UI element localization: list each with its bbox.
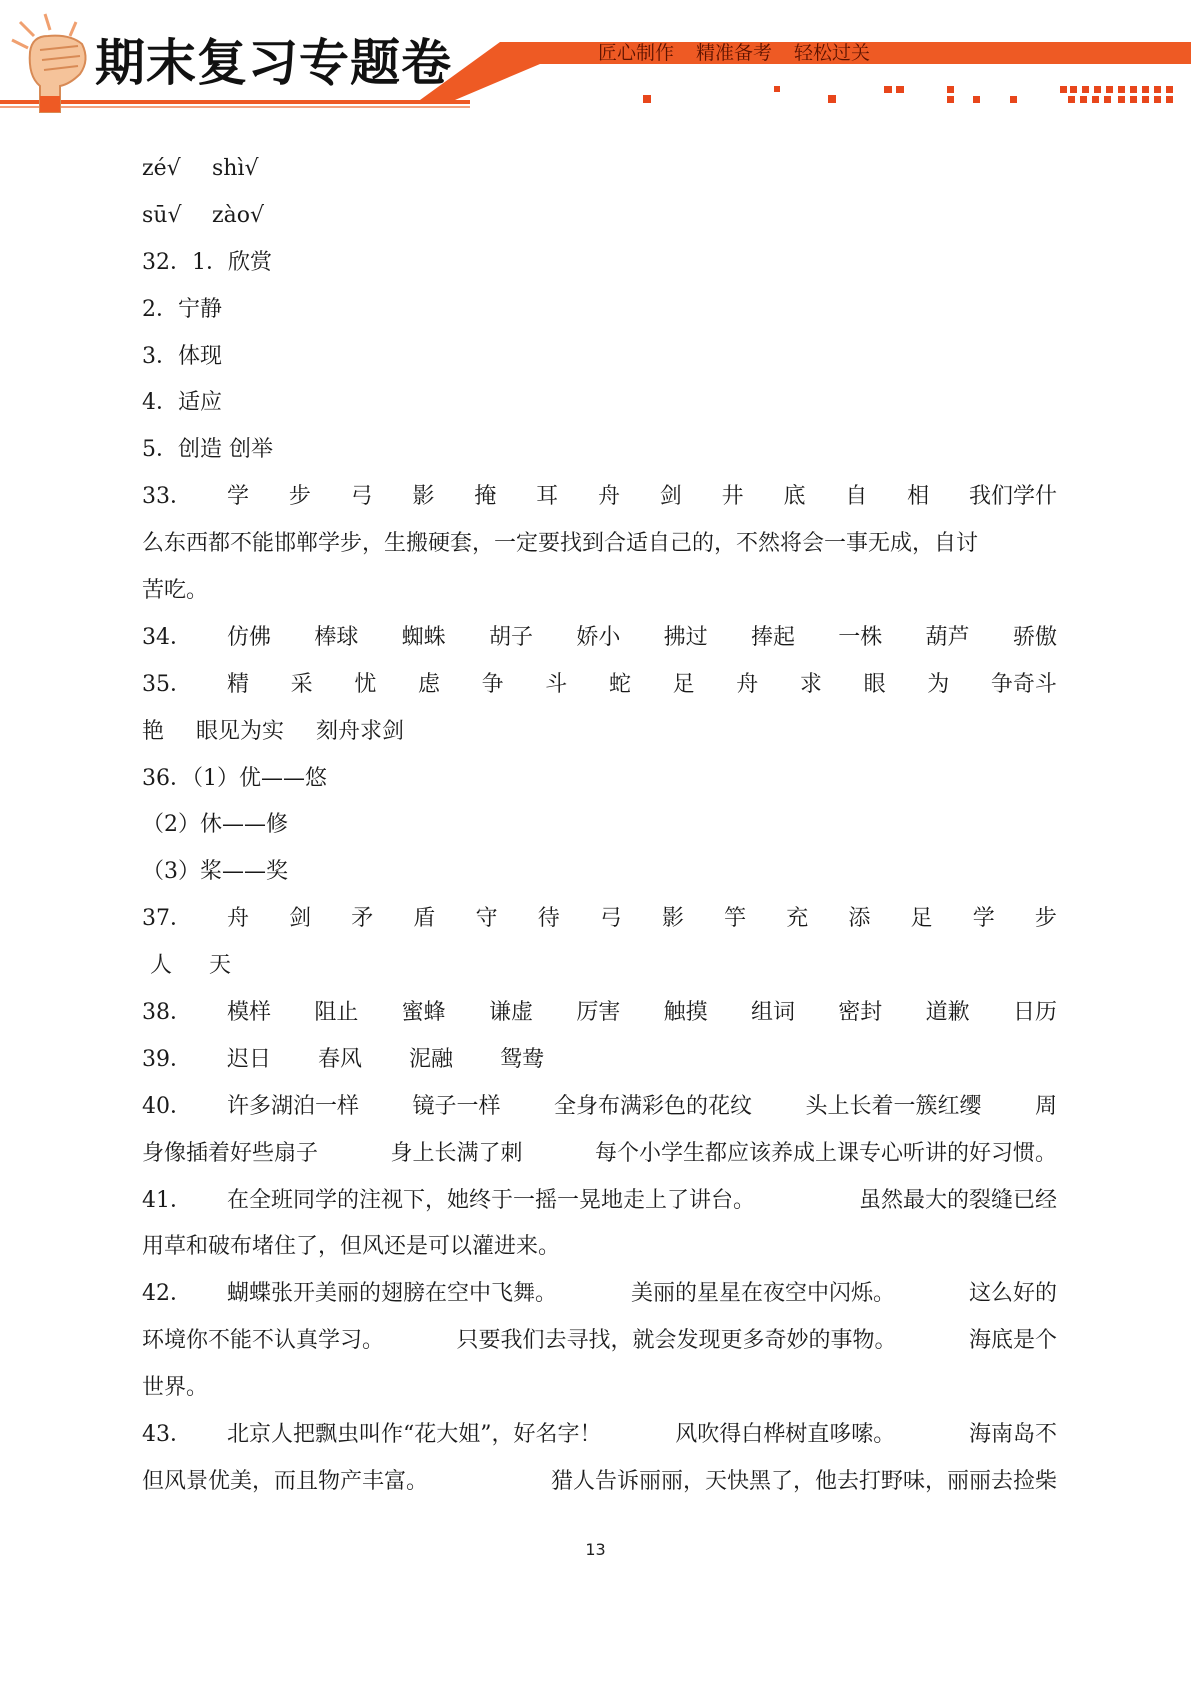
answer-word: 拂过 — [663, 624, 708, 650]
answer-char: 剑 — [289, 906, 312, 932]
question-number: 40． — [142, 1093, 192, 1119]
header-slogan — [598, 40, 870, 66]
answer-sentence: 海南岛不 — [968, 1422, 1057, 1448]
answer-char: 眼 — [863, 671, 886, 697]
answer-chars — [227, 896, 1057, 943]
question-number: 41． — [142, 1187, 192, 1213]
answer-text: 争奇斗 — [990, 671, 1057, 697]
answer-word: 鸳鸯 — [500, 1046, 545, 1072]
answer-sentence: 海底是个 — [968, 1328, 1057, 1354]
answer-word: 捧起 — [750, 624, 795, 650]
decorative-dots — [643, 86, 1173, 103]
answer-sentence: 环境你不能不认真学习。 — [142, 1328, 385, 1354]
answer-char: 斗 — [545, 671, 568, 697]
answer-word: 谦虚 — [488, 1000, 533, 1026]
question-number: 34． — [142, 624, 192, 650]
answer-char: 掩 — [474, 484, 497, 510]
page-title: 期末复习专题卷 — [95, 34, 452, 92]
question-36 — [142, 756, 1057, 803]
answer-char: 守 — [475, 906, 498, 932]
answer-char: 精 — [227, 671, 250, 697]
answer-item: （1）优——悠 — [192, 765, 327, 791]
answer-char: 影 — [412, 484, 435, 510]
slogan-item: 轻松过关 — [794, 42, 871, 64]
answer-sentences — [227, 1178, 1057, 1225]
answer-char: 耳 — [536, 484, 559, 510]
answer-char: 足 — [910, 906, 933, 932]
answer-char: 井 — [721, 484, 744, 510]
answer-word: 组词 — [750, 1000, 795, 1026]
slogan-item: 匠心制作 — [598, 42, 675, 64]
answer-char: 待 — [537, 906, 560, 932]
answer-char: 艳 — [142, 718, 165, 744]
pinyin-row — [142, 146, 1057, 193]
answer-item: （3）桨——奖 — [142, 859, 288, 885]
answer-sentence: 但风景优美，而且物产丰富。 — [142, 1468, 429, 1494]
question-number: 33． — [142, 484, 192, 510]
answer-word: 日历 — [1012, 1000, 1057, 1026]
question-number: 35． — [142, 671, 192, 697]
page-number: 13 — [585, 1540, 606, 1559]
answer-char: 舟 — [597, 484, 620, 510]
answer-text: 我们学什 — [968, 484, 1057, 510]
answer-char: 人 — [150, 953, 173, 979]
answer-words — [227, 990, 1057, 1037]
question-37 — [142, 896, 1057, 943]
answer-phrases — [227, 1084, 1057, 1131]
answer-sentences — [227, 1412, 1057, 1459]
answer-word: 一株 — [838, 624, 883, 650]
answer-chars — [227, 474, 1057, 521]
answer-sentence: 虽然最大的裂缝已经 — [858, 1187, 1057, 1213]
answer-sentence: 世界。 — [142, 1375, 209, 1401]
answer-word: 蜘蛛 — [401, 624, 446, 650]
answer-char: 弓 — [350, 484, 373, 510]
answer-item: 4．适应 — [142, 390, 222, 416]
answer-sentences — [142, 1318, 1057, 1365]
fist-icon — [12, 14, 86, 112]
answer-sentence: 只要我们去寻找，就会发现更多奇妙的事物。 — [456, 1328, 897, 1354]
answer-char: 天 — [209, 953, 232, 979]
answer-phrase: 许多湖泊一样 — [227, 1093, 360, 1119]
answer-word: 迟日 — [227, 1046, 272, 1072]
answer-word: 厉害 — [576, 1000, 621, 1026]
question-number: 36． — [142, 765, 192, 791]
answer-line — [142, 709, 1057, 756]
question-32 — [142, 240, 1057, 287]
answer-word: 模样 — [227, 1000, 272, 1026]
answer-char: 影 — [661, 906, 684, 932]
answer-content — [142, 146, 1057, 1506]
answer-word: 刻舟求剑 — [316, 718, 405, 744]
answer-char: 竽 — [724, 906, 747, 932]
answer-word: 密封 — [838, 1000, 883, 1026]
answer-sentence: 风吹得白桦树直哆嗦。 — [675, 1422, 896, 1448]
page-header — [0, 0, 1191, 115]
answer-char: 为 — [927, 671, 950, 697]
answer-phrases — [142, 1131, 1057, 1178]
question-number: 38． — [142, 1000, 192, 1026]
answer-sentences — [227, 1271, 1057, 1318]
answer-char: 争 — [481, 671, 504, 697]
pinyin-answer: zé√ — [142, 156, 181, 181]
answer-text: 么东西都不能邯郸学步，生搬硬套，一定要找到合适自己的，不然将会一事无成，自讨 — [142, 531, 979, 557]
question-43 — [142, 1412, 1057, 1459]
question-39 — [142, 1037, 1057, 1084]
answer-line — [142, 943, 1057, 990]
question-number: 32． — [142, 249, 192, 275]
answer-char: 蛇 — [608, 671, 631, 697]
answer-char: 舟 — [227, 906, 250, 932]
answer-words — [227, 615, 1057, 662]
slogan-item: 精准备考 — [696, 42, 773, 64]
answer-chars — [227, 662, 1057, 709]
question-number: 42． — [142, 1281, 192, 1307]
answer-phrase: 身像插着好些扇子 — [142, 1140, 319, 1166]
answer-line — [142, 1318, 1057, 1365]
pinyin-answer: zào√ — [212, 202, 264, 228]
answer-word: 仿佛 — [227, 624, 272, 650]
answer-sentence: 猎人告诉丽丽，天快黑了，他去打野味，丽丽去捡柴 — [550, 1468, 1057, 1494]
answer-item: 5．创造 创举 — [142, 437, 273, 463]
answer-phrase: 全身布满彩色的花纹 — [553, 1093, 752, 1119]
question-33 — [142, 474, 1057, 521]
answer-char: 添 — [848, 906, 871, 932]
answer-item: 1．欣赏 — [192, 249, 272, 275]
question-34 — [142, 615, 1057, 662]
answer-word: 蜜蜂 — [401, 1000, 446, 1026]
question-42 — [142, 1271, 1057, 1318]
question-number: 39． — [142, 1046, 192, 1072]
answer-word: 葫芦 — [925, 624, 970, 650]
answer-word: 胡子 — [488, 624, 533, 650]
answer-word: 棒球 — [314, 624, 359, 650]
answer-phrase: 每个小学生都应该养成上课专心听讲的好习惯。 — [594, 1140, 1057, 1166]
answer-sentence: 美丽的星星在夜空中闪烁。 — [630, 1281, 895, 1307]
answer-word: 阻止 — [314, 1000, 359, 1026]
answer-item: 2．宁静 — [142, 296, 222, 322]
answer-char: 相 — [907, 484, 930, 510]
answer-char: 步 — [288, 484, 311, 510]
answer-char: 虑 — [417, 671, 440, 697]
answer-char: 充 — [786, 906, 809, 932]
answer-word: 春风 — [318, 1046, 363, 1072]
answer-item: 3．体现 — [142, 343, 222, 369]
answer-sentence: 蝴蝶张开美丽的翅膀在空中飞舞。 — [227, 1281, 558, 1307]
question-40 — [142, 1084, 1057, 1131]
answer-char: 采 — [290, 671, 313, 697]
answer-phrase: 周 — [1034, 1093, 1057, 1119]
answer-phrase: 身上长满了刺 — [390, 1140, 523, 1166]
answer-sentence: 在全班同学的注视下，她终于一摇一晃地走上了讲台。 — [227, 1187, 756, 1213]
answer-item: （2）休——修 — [142, 812, 288, 838]
answer-word: 眼见为实 — [196, 718, 285, 744]
answer-char: 步 — [1034, 906, 1057, 932]
question-35 — [142, 662, 1057, 709]
answer-sentence: 北京人把飘虫叫作“花大姐”，好名字！ — [227, 1422, 602, 1448]
answer-word: 骄傲 — [1012, 624, 1057, 650]
answer-phrase: 头上长着一簇红缨 — [805, 1093, 982, 1119]
answer-char: 舟 — [736, 671, 759, 697]
answer-line — [142, 1131, 1057, 1178]
answer-word: 道歉 — [925, 1000, 970, 1026]
pinyin-row — [142, 193, 1057, 240]
answer-word: 娇小 — [576, 624, 621, 650]
answer-char: 忧 — [354, 671, 377, 697]
answer-char: 剑 — [659, 484, 682, 510]
answer-char: 学 — [227, 484, 250, 510]
answer-line — [142, 1459, 1057, 1506]
answer-char: 学 — [972, 906, 995, 932]
answer-char: 矛 — [351, 906, 374, 932]
answer-word: 触摸 — [663, 1000, 708, 1026]
answer-char: 弓 — [599, 906, 622, 932]
answer-text: 苦吃。 — [142, 578, 209, 604]
answer-word: 泥融 — [409, 1046, 454, 1072]
answer-phrase: 镜子一样 — [412, 1093, 501, 1119]
answer-char: 自 — [845, 484, 868, 510]
question-number: 37． — [142, 906, 192, 932]
pinyin-answer: shì√ — [212, 156, 259, 181]
answer-sentence: 这么好的 — [968, 1281, 1057, 1307]
question-number: 43． — [142, 1422, 192, 1448]
question-38 — [142, 990, 1057, 1037]
answer-sentence: 用草和破布堵住了，但风还是可以灌进来。 — [142, 1234, 561, 1260]
answer-char: 求 — [799, 671, 822, 697]
answer-char: 底 — [783, 484, 806, 510]
answer-char: 盾 — [413, 906, 436, 932]
answer-sentences — [142, 1459, 1057, 1506]
answer-char: 足 — [672, 671, 695, 697]
pinyin-answer: sū√ — [142, 202, 182, 228]
question-41 — [142, 1178, 1057, 1225]
